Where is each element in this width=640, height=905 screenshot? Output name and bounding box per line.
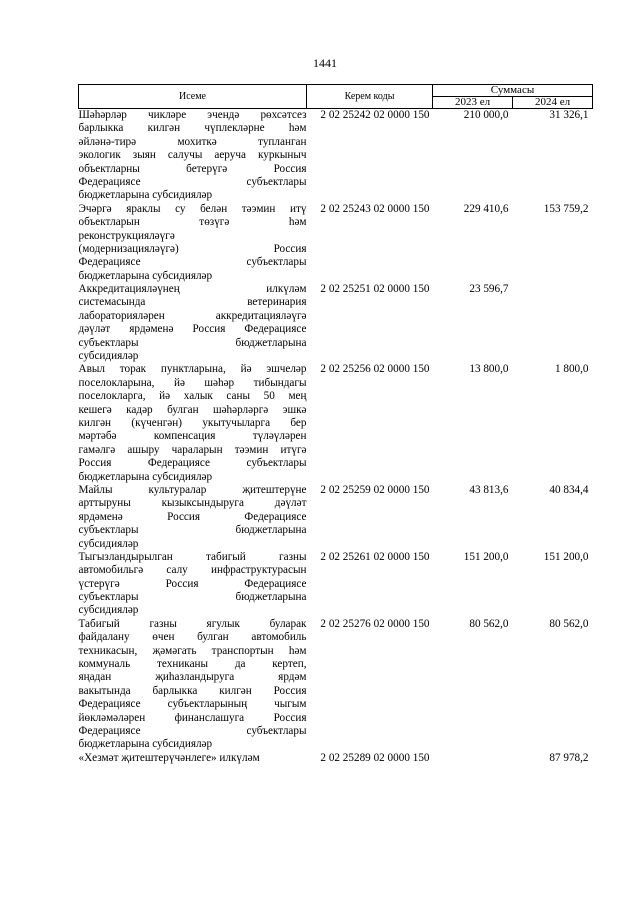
row-name-line: әйләнә-тирә мохиткә тупланган <box>78 135 307 148</box>
header-sums: Суммасы <box>433 85 593 97</box>
budget-table <box>78 84 593 765</box>
row-name-line: Эчәргә яраклы су белән тәэмин итү <box>78 202 307 215</box>
row-name <box>79 109 307 203</box>
row-name-line: Аккредитацияләүнең илкүләм <box>78 283 307 296</box>
row-sum-2023: 229 410,6 <box>463 202 509 215</box>
row-name-line: Россия Федерациясе субъектлары <box>78 457 307 470</box>
row-name <box>79 618 307 752</box>
row-sum-2023: 43 813,6 <box>469 483 509 496</box>
row-name <box>79 551 307 618</box>
row-name-line: үстерүгә Россия Федерациясе <box>78 577 307 590</box>
row-name <box>79 283 307 363</box>
row-name-line: субъектлары бюджетларына <box>78 336 307 349</box>
row-name <box>79 363 307 484</box>
row-sum-2023: 80 562,0 <box>469 617 509 630</box>
row-name-line: субсидияләр <box>78 350 139 363</box>
row-name-line: Табигый газны ягулык буларак <box>78 617 307 630</box>
row-sum-2024: 80 562,0 <box>549 617 589 630</box>
row-code: 2 02 25259 02 0000 150 <box>320 483 430 496</box>
row-sum-2024: 151 200,0 <box>543 550 589 563</box>
row-name-line: (модернизацияләүгә) Россия <box>78 242 307 255</box>
row-name-line: Федерациясе субъектлары <box>78 256 307 269</box>
row-name-line: субъектлары бюджетларына <box>78 524 307 537</box>
row-sum-2024: 40 834,4 <box>549 483 589 496</box>
row-name <box>79 752 307 765</box>
row-name-line: экологик зыян салучы аеруча куркыныч <box>78 149 307 162</box>
row-name-line: Тыгызландырылган табигый газны <box>78 550 307 563</box>
row-name-line: системасында ветеринария <box>78 296 307 309</box>
row-name-line: автомобильгә салу инфраструктурасын <box>78 564 307 577</box>
row-name-line: килгән (күченгән) укытучыларга бер <box>78 416 307 429</box>
row-sum-2024: 87 978,2 <box>549 751 589 764</box>
row-sum-2023: 210 000,0 <box>463 109 509 121</box>
row-sum-2023: 13 800,0 <box>469 363 509 376</box>
row-sum-2024 <box>513 283 593 363</box>
row-code: 2 02 25289 02 0000 150 <box>320 751 430 764</box>
row-name-line: «Хезмәт җитештерүчәнлеге» илкүләм <box>78 751 260 764</box>
row-code: 2 02 25261 02 0000 150 <box>320 550 430 563</box>
table-row <box>79 203 593 283</box>
table-row <box>79 752 593 765</box>
row-name-line: субсидияләр <box>78 604 139 617</box>
row-name-line: гамәлгә ашыру чараларын тәэмин итүгә <box>78 443 307 456</box>
row-name-line: субъектлары бюджетларына <box>78 591 307 604</box>
row-name-line: бюджетларына субсидияләр <box>78 269 213 282</box>
row-code: 2 02 25243 02 0000 150 <box>320 202 430 215</box>
row-name-line: бюджетларына субсидияләр <box>78 189 213 202</box>
row-name-line: коммуналь техниканы да кертеп, <box>78 658 307 671</box>
row-name-line: арттыруны кызыксындыруга дәүләт <box>78 497 307 510</box>
row-sum-2023: 23 596,7 <box>469 283 509 296</box>
row-sum-2024: 31 326,1 <box>549 109 589 121</box>
row-name-line: яңадан җиһазландыруга ярдәм <box>78 671 307 684</box>
row-sum-2023: 151 200,0 <box>463 550 509 563</box>
row-code: 2 02 25276 02 0000 150 <box>320 617 430 630</box>
row-name-line: техникасын, җәмәгать транспортын һәм <box>78 644 307 657</box>
row-name-line: йөкләмәләрен финанслашуга Россия <box>78 711 307 724</box>
row-sum-2024: 153 759,2 <box>543 202 589 215</box>
row-name-line: мәртәбә компенсация түләүләрен <box>78 430 307 443</box>
row-name-line: бюджетларына субсидияләр <box>78 470 213 483</box>
row-name-line: Федерациясе субъектлары <box>78 724 307 737</box>
row-name-line: поселокларга, йә халык саны 50 мең <box>78 390 307 403</box>
row-name-line: бюджетларына субсидияләр <box>78 738 213 751</box>
row-name-line: барлыкка килгән чүплекләрне һәм <box>78 122 307 135</box>
row-name-line: вакытында барлыкка килгән Россия <box>78 684 307 697</box>
row-name-line: ярдәменә Россия Федерациясе <box>78 510 307 523</box>
row-code: 2 02 25242 02 0000 150 <box>320 109 430 121</box>
row-name-line: Майлы культуралар җитештерүне <box>78 483 307 496</box>
row-name-line: Федерациясе субъектлары <box>78 175 307 188</box>
table-row <box>79 283 593 363</box>
row-code: 2 02 25256 02 0000 150 <box>320 363 430 376</box>
row-name-line: дәүләт ярдәменә Россия Федерациясе <box>78 323 307 336</box>
row-name-line: реконструкцияләүгә <box>78 229 175 242</box>
row-name-line: лабораторияләрен аккредитацияләүгә <box>78 309 307 322</box>
page-number: 1441 <box>313 56 337 70</box>
table-row <box>79 551 593 618</box>
table-row <box>79 363 593 484</box>
header-year-2023: 2023 ел <box>433 97 513 109</box>
header-name: Исеме <box>79 85 307 109</box>
row-sum-2023 <box>433 752 513 765</box>
row-name-line: файдалану өчен булган автомобиль <box>78 631 307 644</box>
table-body <box>79 109 593 766</box>
row-name-line: объектларны бетерүгә Россия <box>78 162 307 175</box>
row-code: 2 02 25251 02 0000 150 <box>320 283 430 296</box>
row-name-line: Федерациясе субъектларының чыгым <box>78 698 307 711</box>
header-code: Керем коды <box>307 85 433 109</box>
row-name <box>79 203 307 283</box>
row-name-line: Авыл торак пунктларына, йә эшчеләр <box>78 363 307 376</box>
row-name <box>79 484 307 551</box>
row-sum-2024: 1 800,0 <box>554 363 589 376</box>
row-name-line: Шәһәрләр чикләре эчендә рөхсәтсез <box>78 109 307 121</box>
row-name-line: кешегә кадәр булган шәһәрләргә эшкә <box>78 403 307 416</box>
row-name-line: поселокларына, йә шәһәр тибындагы <box>78 376 307 389</box>
row-name-line: объектларын төзүгә һәм <box>78 216 307 229</box>
table-row <box>79 109 593 203</box>
table-row <box>79 618 593 752</box>
row-name-line: субсидияләр <box>78 537 139 550</box>
header-year-2024: 2024 ел <box>513 97 593 109</box>
table-row <box>79 484 593 551</box>
